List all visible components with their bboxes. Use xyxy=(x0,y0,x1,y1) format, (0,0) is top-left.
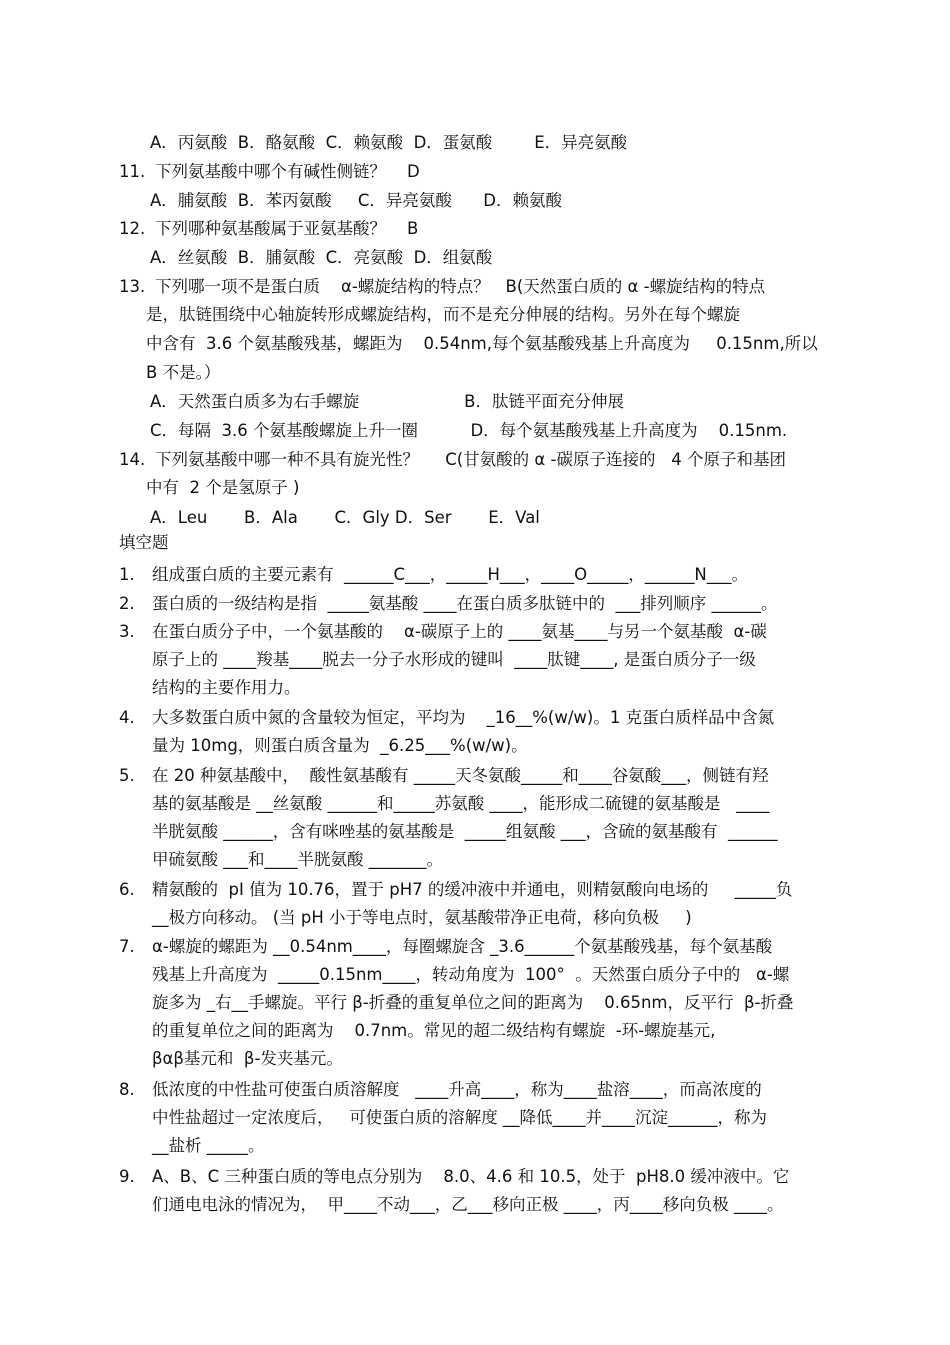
fill4-line2: 量为 10mg，则蛋白质含量为 _6.25___%(w/w)。 xyxy=(152,736,528,755)
q13-stem-line3: 中含有 3.6 个氨基酸残基，螺距为 0.54nm,每个氨基酸残基上升高度为 0.15nm,所以 xyxy=(146,334,818,353)
q12-options: A．丝氨酸 B．脯氨酸 C．亮氨酸 D．组氨酸 xyxy=(150,248,493,267)
section-title-fill-blank: 填空题 xyxy=(119,533,169,552)
q10-options: A．丙氨酸 B．酪氨酸 C．赖氨酸 D．蛋氨酸 E．异亮氨酸 xyxy=(150,133,628,152)
q14-options: A．Leu B．Ala C．Gly D．Ser E．Val xyxy=(150,508,540,527)
q13-options-cd: C．每隔 3.6 个氨基酸螺旋上升一圈 D．每个氨基酸残基上升高度为 0.15nm. xyxy=(150,421,788,440)
q12-stem: 下列哪种氨基酸属于亚氨基酸？ B xyxy=(155,219,419,238)
fill3-line2: 原子上的 ____羧基____脱去一分子水形成的键叫 ____肽键____, 是蛋白质分子一级 xyxy=(152,650,756,669)
fill7-line2: 残基上升高度为 _____0.15nm____，转动角度为 100° 。天然蛋白质分子中的 α-螺 xyxy=(152,965,790,984)
q13-options-ab: A．天然蛋白质多为右手螺旋 B．肽链平面充分伸展 xyxy=(150,392,625,411)
fill2-number: 2. xyxy=(119,594,135,613)
fill5-line2: 基的氨基酸是 __丝氨酸 ______和_____苏氨酸 ____，能形成二硫键的氨基酸是 ____ xyxy=(152,794,770,813)
fill5-number: 5. xyxy=(119,766,135,785)
fill5-line1: 在 20 种氨基酸中， 酸性氨基酸有 _____天冬氨酸_____和____谷氨酸___，侧链有羟 xyxy=(152,766,769,785)
fill6-number: 6. xyxy=(119,880,135,899)
q11-stem: 下列氨基酸中哪个有碱性侧链？ D xyxy=(155,162,420,181)
fill3-number: 3. xyxy=(119,622,135,641)
fill7-line4: 的重复单位之间的距离为 0.7nm。常见的超二级结构有螺旋 -环-螺旋基元, xyxy=(152,1021,716,1040)
fill3-line3: 结构的主要作用力。 xyxy=(152,678,301,697)
fill8-line3: __盐析 _____。 xyxy=(152,1136,265,1155)
q14-stem-line1: 下列氨基酸中哪一种不具有旋光性？ C(甘氨酸的 α -碳原子连接的 4 个原子和基团 xyxy=(155,450,786,469)
fill6-line2: __极方向移动。 (当 pH 小于等电点时，氨基酸带净正电荷，移向负极 ) xyxy=(152,908,692,927)
q13-number: 13. xyxy=(119,277,146,296)
fill9-line1: A、B、C 三种蛋白质的等电点分别为 8.0、4.6 和 10.5，处于 pH8.0 缓冲液中。它 xyxy=(152,1167,790,1186)
fill9-number: 9. xyxy=(119,1167,135,1186)
fill4-number: 4. xyxy=(119,708,135,727)
fill7-line1: α-螺旋的螺距为 __0.54nm____，每圈螺旋含 _3.6______个氨基酸残基，每个氨基酸 xyxy=(152,937,773,956)
q11-options: A．脯氨酸 B．苯丙氨酸 C．异亮氨酸 D．赖氨酸 xyxy=(150,191,563,210)
q14-stem-line2: 中有 2 个是氢原子 ) xyxy=(146,478,300,497)
fill2-line1: 蛋白质的一级结构是指 _____氨基酸 ____在蛋白质多肽链中的 ___排列顺序 ______。 xyxy=(152,594,778,613)
fill7-line5: βαβ基元和 β-发夹基元。 xyxy=(152,1049,343,1068)
fill8-line1: 低浓度的中性盐可使蛋白质溶解度 ____升高____，称为____盐溶____，而高浓度的 xyxy=(152,1080,762,1099)
fill6-line1: 精氨酸的 pI 值为 10.76，置于 pH7 的缓冲液中并通电，则精氨酸向电场的 _____负 xyxy=(152,880,793,899)
fill7-line3: 旋多为 _右__手螺旋。平行 β-折叠的重复单位之间的距离为 0.65nm，反平行 β-折叠 xyxy=(152,993,794,1012)
fill8-line2: 中性盐超过一定浓度后， 可使蛋白质的溶解度 __降低____并____沉淀______，称为 xyxy=(152,1108,767,1127)
fill5-line3: 半胱氨酸 ______，含有咪唑基的氨基酸是 _____组氨酸 ___，含硫的氨基酸有 ______ xyxy=(152,822,778,841)
fill1-number: 1. xyxy=(119,565,135,584)
q13-stem-line1: 下列哪一项不是蛋白质 α-螺旋结构的特点？ B(天然蛋白质的 α -螺旋结构的特点 xyxy=(155,277,766,296)
fill7-number: 7. xyxy=(119,937,135,956)
q11-number: 11. xyxy=(119,162,146,181)
q13-stem-line2: 是，肽链围绕中心轴旋转形成螺旋结构，而不是充分伸展的结构。另外在每个螺旋 xyxy=(146,305,740,324)
fill4-line1: 大多数蛋白质中氮的含量较为恒定，平均为 _16__%(w/w)。1 克蛋白质样品中含氮 xyxy=(152,708,775,727)
q14-number: 14. xyxy=(119,450,146,469)
q12-number: 12. xyxy=(119,219,146,238)
fill3-line1: 在蛋白质分子中，一个氨基酸的 α-碳原子上的 ____氨基____与另一个氨基酸 α-碳 xyxy=(152,622,767,641)
fill5-line4: 甲硫氨酸 ___和____半胱氨酸 _______。 xyxy=(152,850,443,869)
fill9-line2: 们通电电泳的情况为， 甲____不动___，乙___移向正极 ____，丙____移向负极 ____。 xyxy=(152,1195,784,1214)
q13-stem-line4: B 不是。） xyxy=(146,363,221,382)
fill1-line1: 组成蛋白质的主要元素有 ______C___，_____H___，____O_____，______N___。 xyxy=(152,565,748,584)
fill8-number: 8. xyxy=(119,1080,135,1099)
